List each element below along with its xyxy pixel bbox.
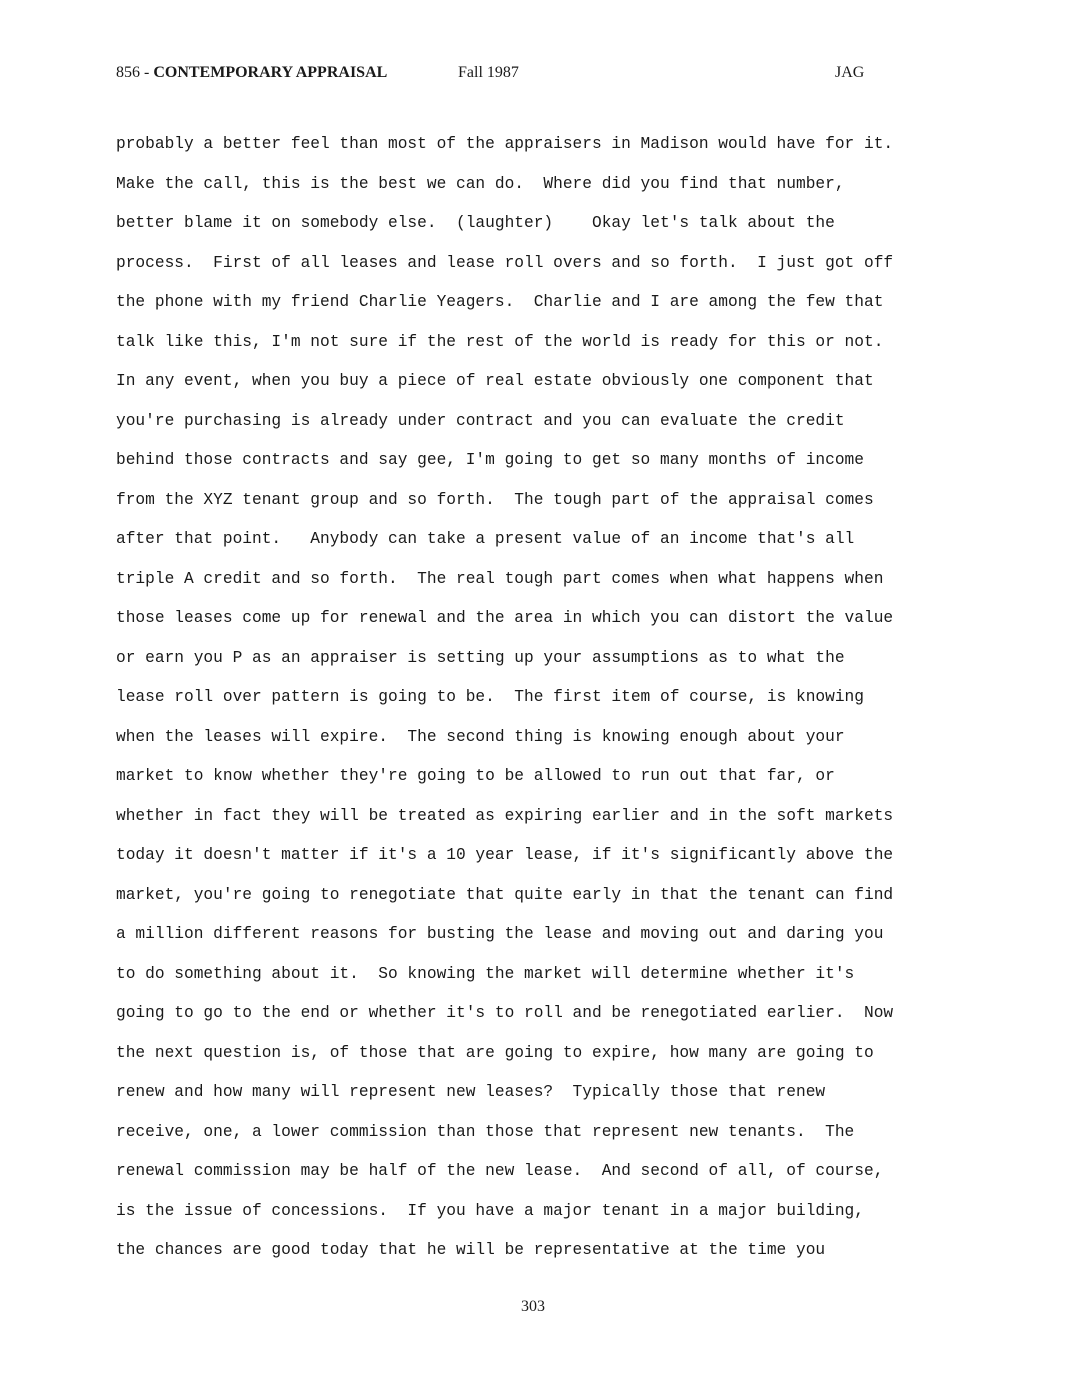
transcript-line: behind those contracts and say gee, I'm going to get so many months of income [116, 451, 864, 469]
transcript-line: the chances are good today that he will be representative at the time you [116, 1241, 826, 1259]
transcript-line: receive, one, a lower commission than those that represent new tenants. The [116, 1122, 855, 1141]
transcript-line: those leases come up for renewal and the area in which you can distort the value [116, 609, 894, 627]
transcript-line: process. First of all leases and lease roll overs and so forth. I just got off [116, 253, 894, 272]
transcript-line: you're purchasing is already under contract and you can evaluate the credit [116, 411, 845, 430]
page-header [0, 62, 1066, 86]
transcript-line: is the issue of concessions. If you have a major tenant in a major building, [116, 1201, 864, 1220]
course-name: CONTEMPORARY APPRAISAL [153, 64, 388, 81]
transcript-line: market, you're going to renegotiate that quite early in that the tenant can find [116, 885, 894, 904]
transcript-line: In any event, when you buy a piece of real estate obviously one component that [116, 372, 874, 390]
author-initials: JAG [835, 64, 865, 81]
course-title [116, 62, 387, 84]
transcript-line: talk like this, I'm not sure if the rest of the world is ready for this or not. [116, 332, 884, 351]
transcript-line: from the XYZ tenant group and so forth. The tough part of the appraisal comes [116, 490, 874, 509]
transcript-line: market to know whether they're going to be allowed to run out that far, or [116, 767, 835, 785]
transcript-line: going to go to the end or whether it's to roll and be renegotiated earlier. Now [116, 1004, 894, 1022]
transcript-line: triple A credit and so forth. The real tough part comes when what happens when [116, 569, 884, 588]
transcript-line: Make the call, this is the best we can do. Where did you find that number, [116, 174, 845, 193]
transcript-line: a million different reasons for busting the lease and moving out and daring you [116, 925, 884, 943]
transcript-line: after that point. Anybody can take a present value of an income that's all [116, 530, 855, 548]
page-number: 303 [521, 1298, 545, 1315]
course-number: 856 - [116, 64, 154, 81]
transcript-line: to do something about it. So knowing the market will determine whether it's [116, 964, 855, 983]
transcript-line: better blame it on somebody else. (laughter) Okay let's talk about the [116, 214, 835, 232]
transcript-line: whether in fact they will be treated as expiring earlier and in the soft markets [116, 806, 894, 825]
transcript-line: probably a better feel than most of the appraisers in Madison would have for it. [116, 135, 894, 153]
transcript-line: today it doesn't matter if it's a 10 year lease, if it's significantly above the [116, 846, 894, 864]
transcript-line: lease roll over pattern is going to be. The first item of course, is knowing [116, 688, 864, 706]
course-term: Fall 1987 [458, 64, 519, 81]
transcript-line: renewal commission may be half of the new lease. And second of all, of course, [116, 1162, 884, 1180]
transcript-line: renew and how many will represent new leases? Typically those that renew [116, 1083, 826, 1101]
transcript-line: when the leases will expire. The second thing is knowing enough about your [116, 727, 845, 746]
transcript-line: the phone with my friend Charlie Yeagers. Charlie and I are among the few that [116, 293, 884, 311]
transcript-line: or earn you P as an appraiser is setting up your assumptions as to what the [116, 648, 845, 667]
transcript-line: the next question is, of those that are going to expire, how many are going to [116, 1043, 874, 1062]
transcript-body [116, 125, 1016, 1271]
